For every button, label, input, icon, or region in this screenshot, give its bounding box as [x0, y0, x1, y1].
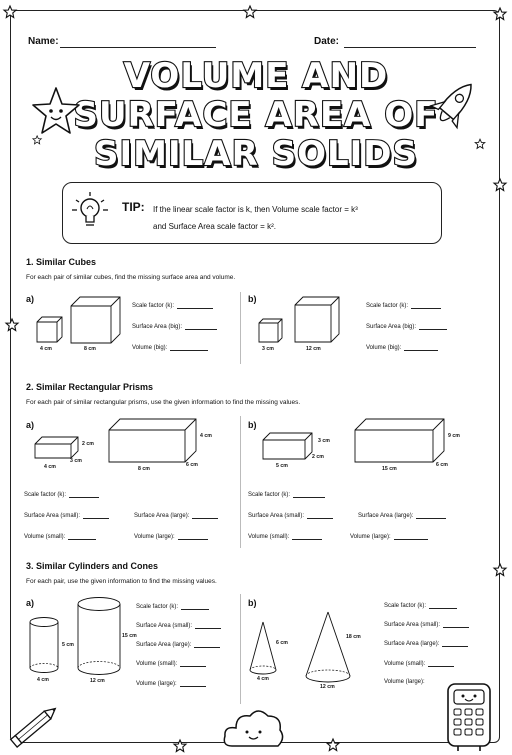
s2a-field-4: Volume (small):	[24, 533, 96, 540]
title-line-3: SIMILAR SOLIDS	[93, 134, 419, 174]
pencil-icon	[8, 702, 64, 750]
s3a-field-5: Volume (large):	[136, 680, 206, 687]
s2a-small-width: 3 cm	[70, 458, 82, 464]
s3b-small-diameter: 4 cm	[257, 676, 269, 682]
s2b-field-2: Surface Area (small):	[248, 512, 333, 519]
s2a-big-height: 4 cm	[200, 433, 212, 439]
answer-blank[interactable]	[192, 512, 218, 519]
smiling-calculator-icon	[444, 680, 496, 752]
answer-blank[interactable]	[443, 621, 469, 628]
s1b-field-1: Scale factor (k):	[366, 302, 441, 309]
section-3-heading: 3. Similar Cylinders and Cones	[26, 561, 159, 571]
s3b-big-cone	[304, 610, 352, 684]
name-field[interactable]	[60, 47, 216, 48]
s1b-field-2: Surface Area (big):	[366, 323, 447, 330]
s3b-field-5: Volume (large):	[384, 679, 425, 685]
answer-blank[interactable]	[181, 603, 209, 610]
rocket-icon	[428, 76, 478, 136]
answer-blank[interactable]	[195, 622, 221, 629]
s3b-field-1: Scale factor (k):	[384, 602, 457, 609]
answer-blank[interactable]	[180, 680, 206, 687]
answer-blank[interactable]	[68, 533, 96, 540]
s3b-small-height: 6 cm	[276, 640, 288, 646]
s3a-field-3: Surface Area (large):	[136, 641, 220, 648]
answer-blank[interactable]	[177, 302, 213, 309]
answer-blank[interactable]	[419, 323, 447, 330]
answer-blank[interactable]	[178, 533, 208, 540]
smiling-cloud-icon	[222, 704, 286, 750]
s3b-letter: b)	[248, 598, 257, 608]
answer-blank[interactable]	[194, 641, 220, 648]
s2a-field-2: Surface Area (small):	[24, 512, 109, 519]
answer-blank[interactable]	[185, 323, 217, 330]
s2a-big-width: 6 cm	[186, 462, 198, 468]
s2b-field-1: Scale factor (k):	[248, 491, 325, 498]
s2a-field-3: Surface Area (large):	[134, 512, 218, 519]
s3b-big-diameter: 12 cm	[320, 684, 335, 690]
title-line-2: SURFACE AREA OF	[73, 95, 439, 135]
s1a-small-cube	[36, 316, 66, 346]
date-field[interactable]	[344, 47, 476, 48]
s1b-letter: b)	[248, 294, 257, 304]
s3b-field-4: Volume (small):	[384, 660, 454, 667]
s1a-big-dim: 8 cm	[84, 346, 96, 352]
s3a-field-4: Volume (small):	[136, 660, 206, 667]
section-3-instructions: For each pair, use the given information to find the missing values.	[26, 578, 217, 585]
s1a-small-dim: 4 cm	[40, 346, 52, 352]
s2b-field-3: Surface Area (large):	[358, 512, 446, 519]
s2a-big-length: 8 cm	[138, 466, 150, 472]
answer-blank[interactable]	[428, 660, 454, 667]
s2a-small-height: 2 cm	[82, 441, 94, 447]
s2b-big-height: 9 cm	[448, 433, 460, 439]
smiling-star-icon	[30, 86, 82, 136]
answer-blank[interactable]	[307, 512, 333, 519]
answer-blank[interactable]	[411, 302, 441, 309]
s2b-small-height: 3 cm	[318, 438, 330, 444]
s1b-big-dim: 12 cm	[306, 346, 321, 352]
tip-line-2: and Surface Area scale factor = k².	[153, 222, 276, 231]
answer-blank[interactable]	[180, 660, 206, 667]
s1b-small-dim: 3 cm	[262, 346, 274, 352]
s1b-small-cube	[258, 318, 286, 346]
s3b-field-3: Surface Area (large):	[384, 640, 468, 647]
s3a-small-diameter: 4 cm	[37, 677, 49, 683]
s3b-field-2: Surface Area (small):	[384, 621, 469, 628]
title-line-1: VOLUME AND	[123, 56, 389, 96]
s2a-field-5: Volume (large):	[134, 533, 208, 540]
s2b-big-prism	[354, 418, 446, 466]
answer-blank[interactable]	[442, 640, 468, 647]
section-3-divider	[240, 594, 241, 704]
s3a-field-1: Scale factor (k):	[136, 603, 209, 610]
s1b-field-3: Volume (big):	[366, 344, 438, 351]
s3b-small-cone	[248, 620, 278, 676]
answer-blank[interactable]	[69, 491, 99, 498]
s2a-field-1: Scale factor (k):	[24, 491, 99, 498]
s2b-small-length: 5 cm	[276, 463, 288, 469]
s1a-field-1: Scale factor (k):	[132, 302, 213, 309]
section-1-divider	[240, 292, 241, 364]
section-1-heading: 1. Similar Cubes	[26, 257, 97, 267]
section-1-instructions: For each pair of similar cubes, find the missing surface area and volume.	[26, 274, 236, 281]
answer-blank[interactable]	[293, 491, 325, 498]
s3a-small-height: 5 cm	[62, 642, 74, 648]
s1a-field-3: Volume (big):	[132, 344, 208, 351]
answer-blank[interactable]	[83, 512, 109, 519]
answer-blank[interactable]	[292, 533, 322, 540]
answer-blank[interactable]	[170, 344, 208, 351]
s2a-big-prism	[108, 418, 198, 466]
lightbulb-icon	[70, 190, 110, 234]
s2b-big-length: 15 cm	[382, 466, 397, 472]
section-2-instructions: For each pair of similar rectangular prisms, use the given information to find the missing values.	[26, 399, 301, 406]
s2b-field-4: Volume (small):	[248, 533, 322, 540]
section-2-divider	[240, 416, 241, 548]
s1a-big-cube	[70, 296, 122, 346]
s1a-letter: a)	[26, 294, 35, 304]
s3a-field-2: Surface Area (small):	[136, 622, 221, 629]
answer-blank[interactable]	[394, 533, 428, 540]
answer-blank[interactable]	[404, 344, 438, 351]
name-label: Name:	[28, 36, 59, 47]
s2a-letter: a)	[26, 420, 35, 430]
s2b-small-width: 2 cm	[312, 454, 324, 460]
s3a-big-height: 15 cm	[122, 633, 137, 639]
s1b-big-cube	[294, 296, 342, 346]
s1a-field-2: Surface Area (big):	[132, 323, 217, 330]
date-label: Date:	[314, 36, 340, 47]
answer-blank[interactable]	[429, 602, 457, 609]
section-2-heading: 2. Similar Rectangular Prisms	[26, 382, 154, 392]
s2b-letter: b)	[248, 420, 257, 430]
s3a-small-cylinder	[28, 616, 62, 676]
s3a-big-cylinder	[76, 596, 124, 678]
s2b-big-width: 6 cm	[436, 462, 448, 468]
answer-blank[interactable]	[416, 512, 446, 519]
s2b-small-prism	[262, 432, 314, 462]
tip-label: TIP:	[122, 200, 145, 214]
s3a-big-diameter: 12 cm	[90, 678, 105, 684]
s3b-big-height: 18 cm	[346, 634, 361, 640]
s3a-letter: a)	[26, 598, 35, 608]
s2a-small-length: 4 cm	[44, 464, 56, 470]
s2b-field-5: Volume (large):	[350, 533, 428, 540]
tip-line-1: If the linear scale factor is k, then Volume scale factor = k³	[153, 205, 358, 214]
